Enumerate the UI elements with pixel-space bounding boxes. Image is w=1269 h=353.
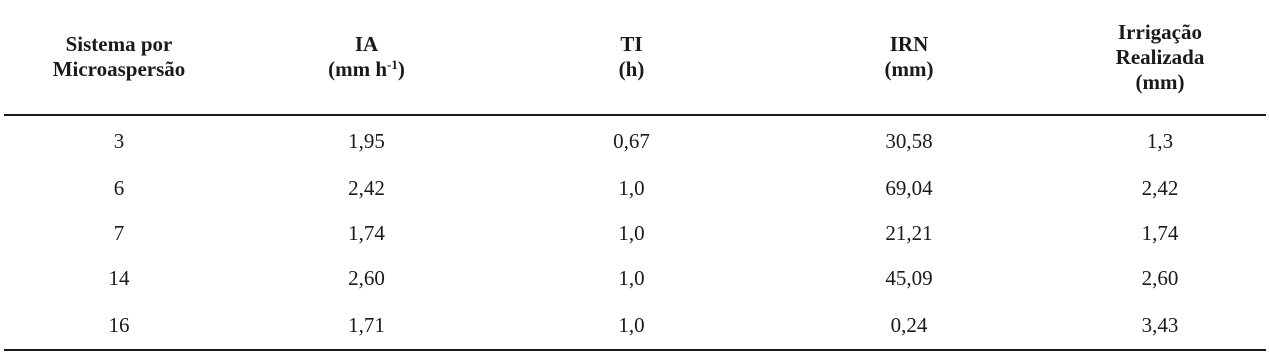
cell-ia: 2,42	[348, 176, 385, 200]
irrigation-table	[4, 0, 1266, 351]
table-row	[4, 211, 1266, 256]
table-row	[4, 301, 1266, 350]
cell-ti: 1,0	[618, 221, 645, 245]
table-row	[4, 115, 1266, 166]
cell-ia: 2,60	[348, 266, 385, 290]
cell-irn: 21,21	[885, 221, 933, 245]
cell-sistema: 16	[4, 301, 234, 350]
cell-sistema: 14	[108, 266, 130, 290]
cell-irrigacao: 2,42	[1141, 176, 1179, 200]
table-header	[4, 0, 1266, 115]
cell-ia: 1,71	[234, 301, 499, 350]
header-irrigacao-realizada: Irrigação Realizada (mm)	[1054, 0, 1266, 115]
cell-ia: 1,95	[348, 128, 385, 153]
cell-irn: 0,24	[764, 301, 1054, 350]
cell-irn: 45,09	[885, 266, 933, 290]
cell-irrigacao: 3,43	[1054, 301, 1266, 350]
header-irn: IRN (mm)	[764, 0, 1054, 115]
cell-ti: 0,67	[613, 128, 650, 153]
cell-irrigacao: 1,3	[1146, 128, 1174, 153]
header-row	[4, 0, 1266, 115]
cell-sistema: 6	[113, 176, 125, 200]
cell-sistema: 7	[113, 221, 125, 245]
table-row	[4, 166, 1266, 211]
cell-ti: 1,0	[618, 266, 645, 290]
cell-irrigacao: 2,60	[1141, 266, 1179, 290]
cell-irrigacao: 1,74	[1141, 221, 1179, 245]
cell-ti: 1,0	[499, 301, 764, 350]
cell-irn: 30,58	[885, 128, 933, 153]
cell-irn: 69,04	[885, 176, 933, 200]
table-row	[4, 256, 1266, 301]
header-sistema: Sistema por Microaspersão	[4, 0, 234, 115]
header-ti: TI (h)	[499, 0, 764, 115]
header-ia: IA (mm $h^{-1}$)	[234, 0, 499, 115]
table-body	[4, 115, 1266, 350]
cell-sistema: 3	[113, 128, 125, 153]
cell-ia: 1,74	[348, 221, 385, 245]
cell-ti: 1,0	[618, 176, 645, 200]
